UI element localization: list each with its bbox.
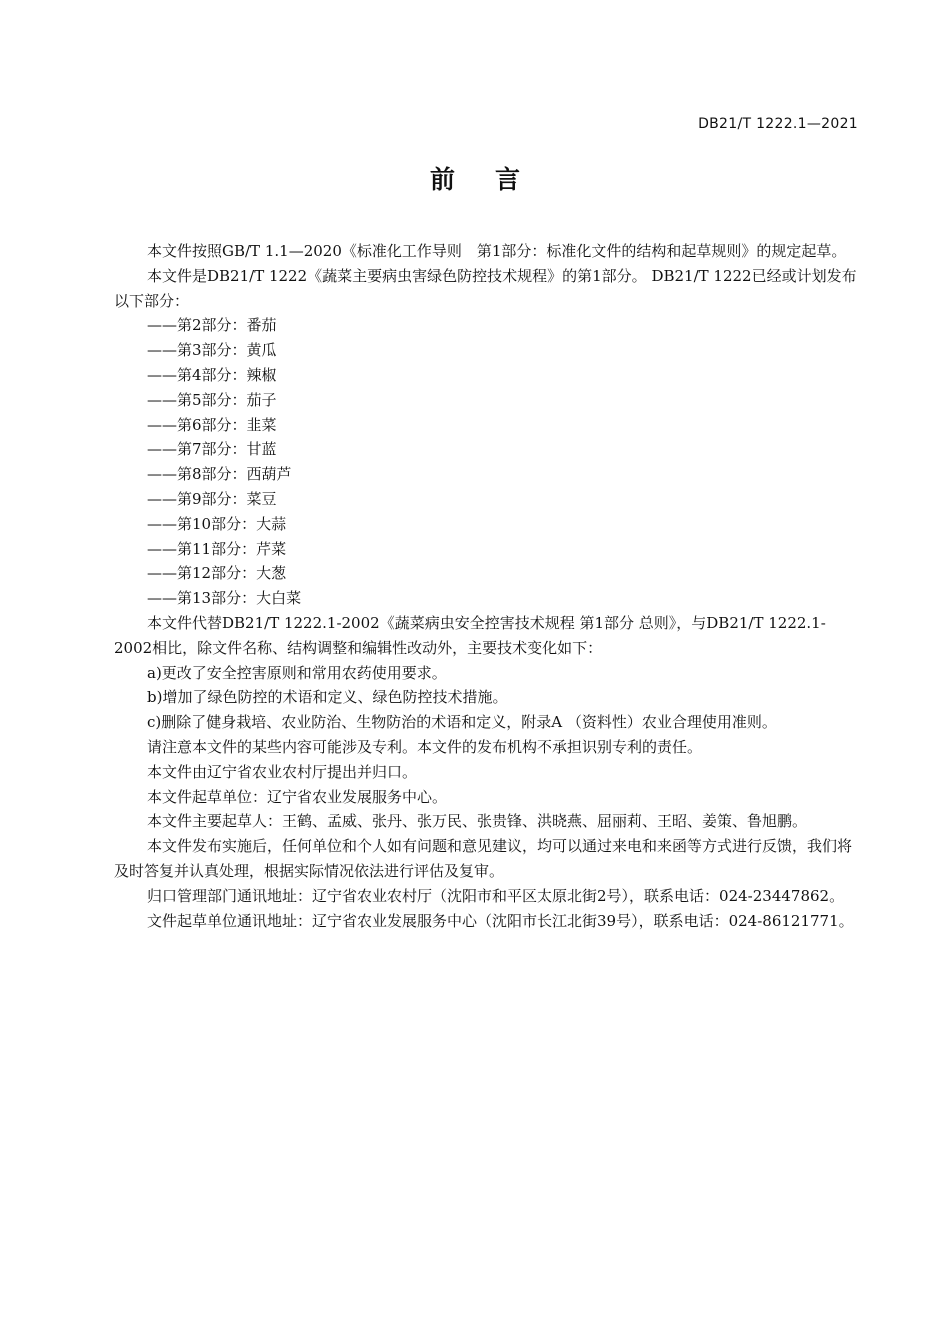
paragraph-proposer: 本文件由辽宁省农业农村厅提出并归口。 bbox=[147, 762, 418, 781]
paragraph-drafter-contact: 文件起草单位通讯地址：辽宁省农业发展服务中心（沈阳市长江北街39号），联系电话：024-86121771。 bbox=[147, 911, 854, 930]
change-item-c: c)删除了健身栽培、农业防治、生物防治的术语和定义，附录A （资料性）农业合理使用准则。 bbox=[147, 713, 777, 732]
paragraph-replacement: 本文件代替DB21/T 1222.1-2002《蔬菜病虫安全控害技术规程 第1部分 总则》，与DB21/T 1222.1-2002相比，除文件名称、结构调整和编辑性改动外，主要技术变化如下： bbox=[114, 613, 826, 657]
document-number: DB21/T 1222.1—2021 bbox=[698, 116, 858, 132]
page-title: 前言 bbox=[429, 165, 560, 194]
paragraph-series-intro: 本文件是DB21/T 1222《蔬菜主要病虫害绿色防控技术规程》的第1部分。 DB21/T 1222已经或计划发布以下部分： bbox=[114, 266, 857, 310]
list-item: ——第12部分：大葱 bbox=[147, 564, 287, 583]
list-item: ——第10部分：大蒜 bbox=[147, 514, 287, 533]
change-item-b: b)增加了绿色防控的术语和定义、绿色防控技术措施。 bbox=[147, 688, 508, 707]
list-item: ——第13部分：大白菜 bbox=[147, 589, 302, 608]
paragraph-feedback: 本文件发布实施后，任何单位和个人如有问题和意见建议，均可以通过来电和来函等方式进行反馈，我们将及时答复并认真处理，根据实际情况依法进行评估及复审。 bbox=[114, 837, 853, 880]
list-item: ——第9部分：菜豆 bbox=[147, 489, 277, 508]
list-item: ——第3部分：黄瓜 bbox=[147, 341, 277, 360]
preface-body bbox=[114, 239, 862, 933]
paragraph-drafting-unit: 本文件起草单位：辽宁省农业发展服务中心。 bbox=[147, 787, 448, 806]
change-item-a: a)更改了安全控害原则和常用农药使用要求。 bbox=[147, 663, 447, 682]
list-item: ——第5部分：茄子 bbox=[147, 390, 277, 409]
list-item: ——第2部分：番茄 bbox=[147, 316, 277, 335]
paragraph-patent-notice: 请注意本文件的某些内容可能涉及专利。本文件的发布机构不承担识别专利的责任。 bbox=[147, 737, 703, 756]
list-item: ——第4部分：辣椒 bbox=[147, 365, 277, 384]
list-item: ——第8部分：西葫芦 bbox=[147, 465, 292, 484]
paragraph-drafting-basis: 本文件按照GB/T 1.1—2020《标准化工作导则 第1部分：标准化文件的结构和起草规则》的规定起草。 bbox=[147, 242, 847, 260]
list-item: ——第11部分：芹菜 bbox=[147, 539, 287, 558]
list-item: ——第6部分：韭菜 bbox=[147, 415, 277, 434]
paragraph-drafters: 本文件主要起草人：王鹤、孟威、张丹、张万民、张贵锋、洪晓燕、屈丽莉、王昭、姜策、鲁旭鹏。 bbox=[147, 812, 808, 831]
list-item: ——第7部分：甘蓝 bbox=[147, 440, 277, 459]
paragraph-admin-contact: 归口管理部门通讯地址：辽宁省农业农村厅（沈阳市和平区太原北街2号），联系电话：024-23447862。 bbox=[147, 886, 845, 905]
